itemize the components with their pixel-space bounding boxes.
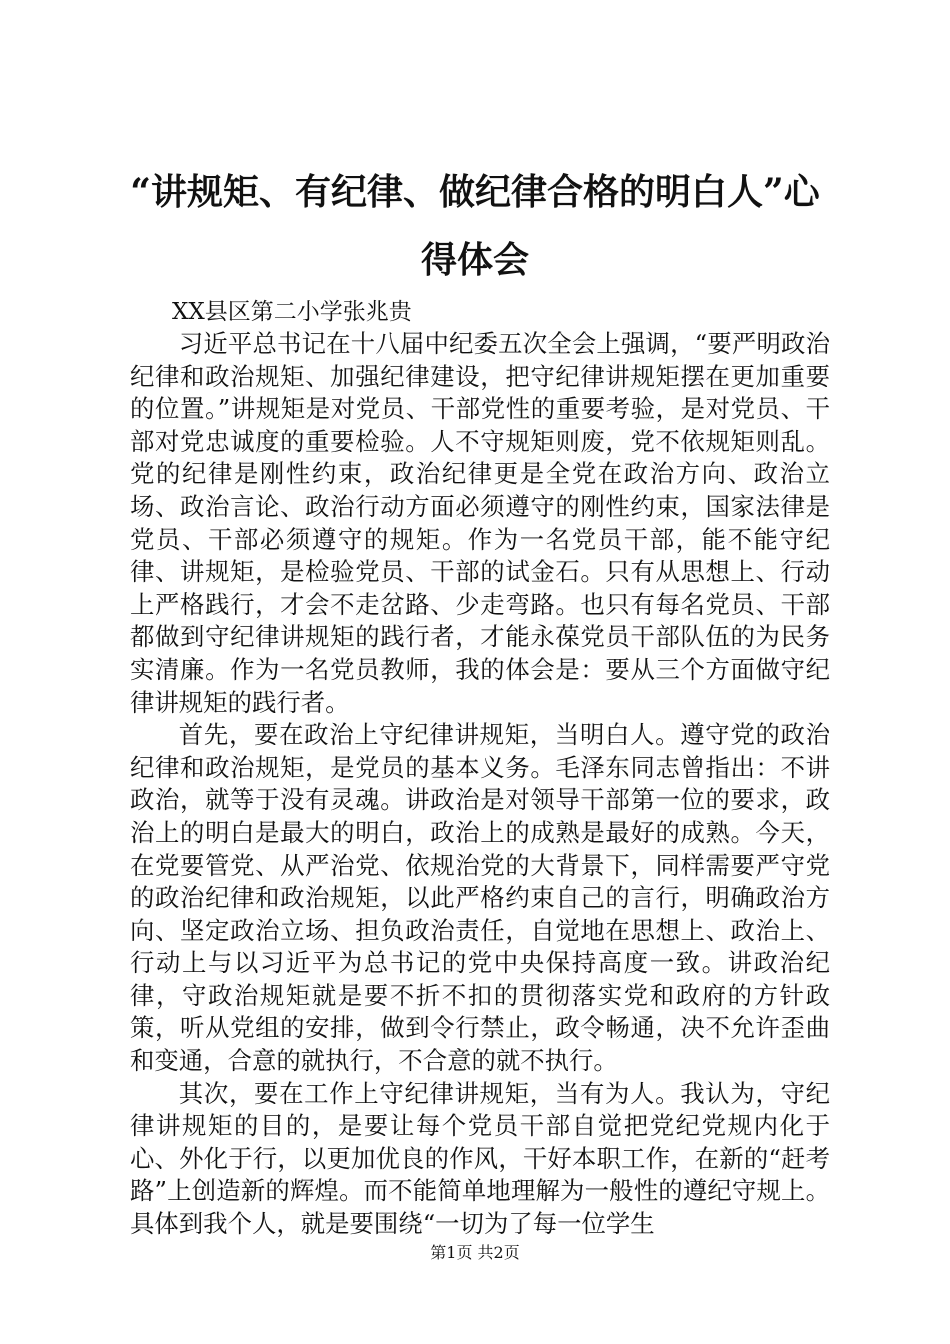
page-footer: 第1页 共2页 <box>430 1243 520 1262</box>
document-body <box>130 328 830 1241</box>
body-paragraph: 首先，要在政治上守纪律讲规矩，当明白人。遵守党的政治纪律和政治规矩，是党员的基本义务。毛泽东同志曾指出：不讲政治，就等于没有灵魂。讲政治是对领导干部第一位的要求，政治上的明白是最大的明白，政治上的成熟是最好的成熟。今天，在党要管党、从严治党、依规治党的大背景下，同样需要严守党的政治纪律和政治规矩，以此严格约束自己的言行，明确政治方向、坚定政治立场、担负政治责任，自觉地在思想上、政治上、行动上与以习近平为总书记的党中央保持高度一致。讲政治纪律，守政治规矩就是要不折不扣的贯彻落实党和政府的方针政策，听从党组的安排，做到令行禁止，政令畅通，决不允许歪曲和变通，合意的就执行，不合意的就不执行。 <box>130 720 830 1076</box>
body-paragraph: 其次，要在工作上守纪律讲规矩，当有为人。我认为，守纪律讲规矩的目的，是要让每个党员干部自觉把党纪党规内化于心、外化于行，以更加优良的作风，干好本职工作，在新的“赶考路”上创造新的辉煌。而不能简单地理解为一般性的遵纪守规上。具体到我个人，就是要围绕“一切为了每一位学生 <box>130 1078 830 1239</box>
document-title: “讲规矩、有纪律、做纪律合格的明白人”心得体会 <box>130 171 820 281</box>
body-paragraph: 习近平总书记在十八届中纪委五次全会上强调，“要严明政治纪律和政治规矩、加强纪律建设，把守纪律讲规矩摆在更加重要的位置。”讲规矩是对党员、干部党性的重要考验，是对党员、干部对党忠诚度的重要检验。人不守规矩则废，党不依规矩则乱。党的纪律是刚性约束，政治纪律更是全党在政治方向、政治立场、政治言论、政治行动方面必须遵守的刚性约束，国家法律是党员、干部必须遵守的规矩。作为一名党员干部，能不能守纪律、讲规矩，是检验党员、干部的试金石。只有从思想上、行动上严格践行，才会不走岔路、少走弯路。也只有每名党员、干部都做到守纪律讲规矩的践行者，才能永葆党员干部队伍的为民务实清廉。作为一名党员教师，我的体会是：要从三个方面做守纪律讲规矩的践行者。 <box>130 329 830 717</box>
author-line: XX县区第二小学张兆贵 <box>172 299 412 325</box>
